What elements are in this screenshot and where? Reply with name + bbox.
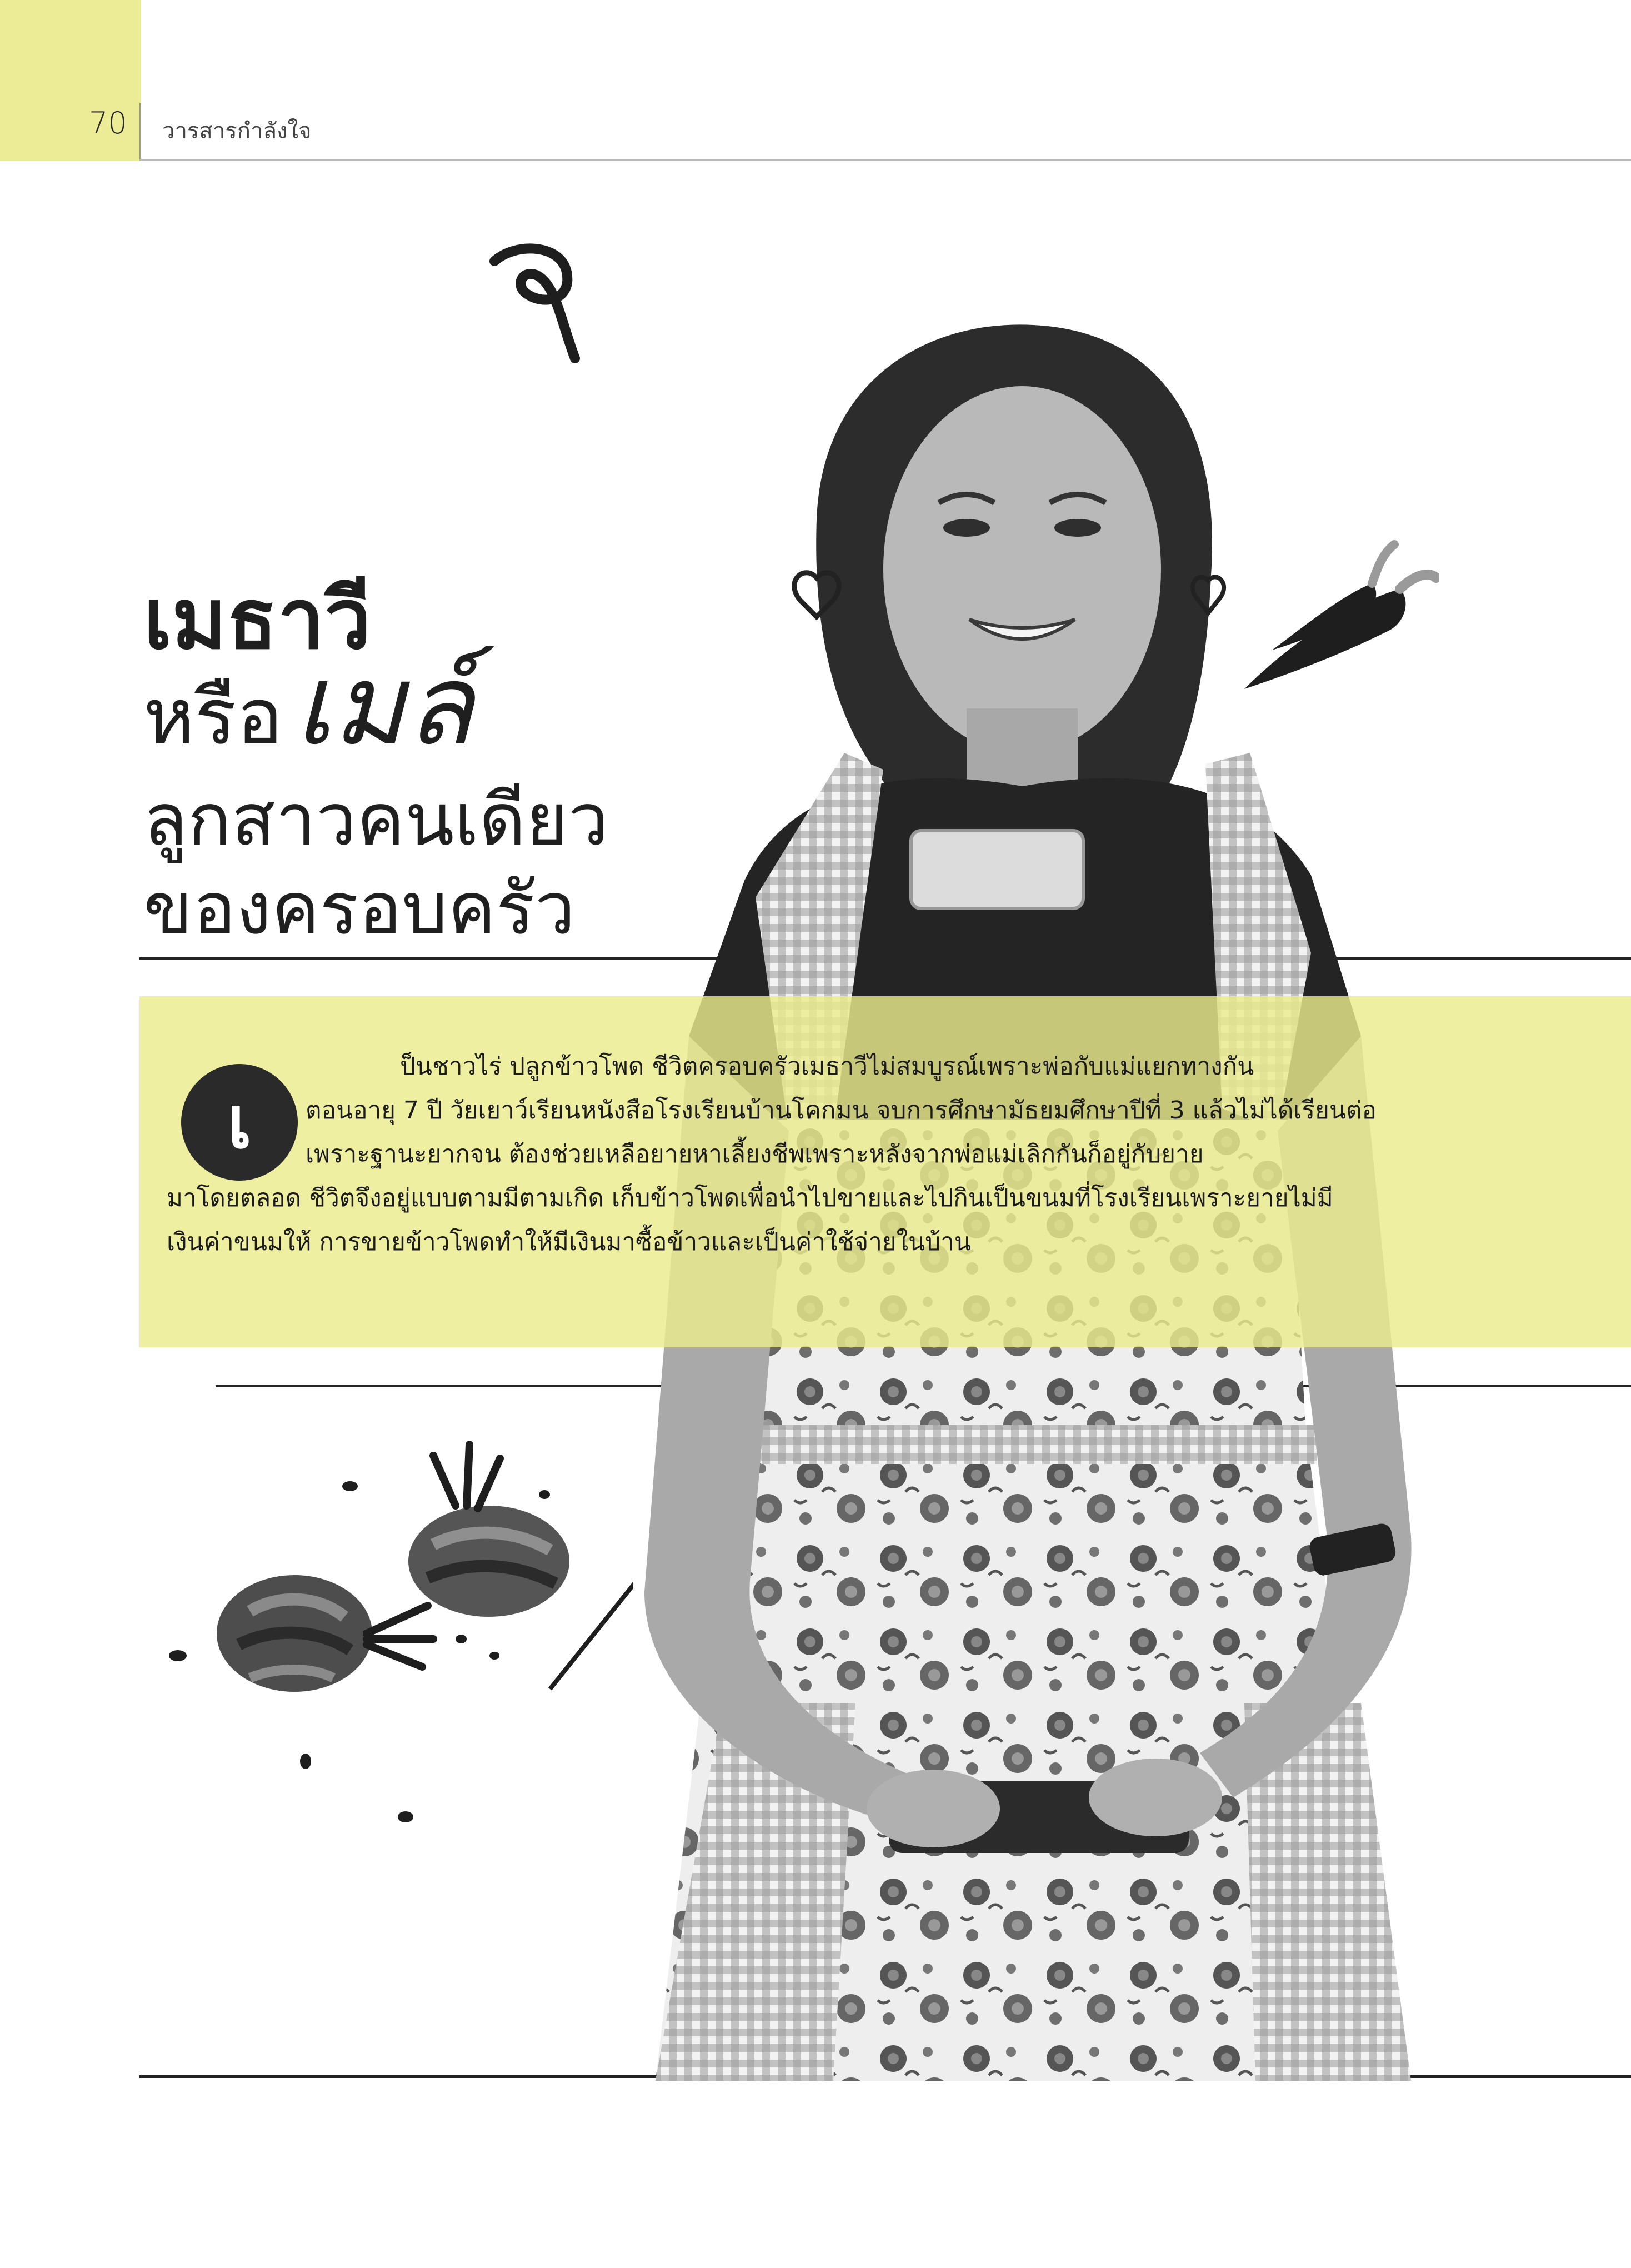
- page-number: 70: [89, 106, 127, 141]
- title-line-4: ของครอบครัว: [143, 866, 576, 951]
- title-line-3: ลูกสาวคนเดียว: [143, 777, 609, 862]
- title-nickname: เมล์: [294, 641, 474, 770]
- header-separator: [139, 103, 141, 161]
- title-or-word: หรือ: [143, 672, 283, 762]
- intro-line-3: เพราะฐานะยากจน ต้องช่วยเหลือยายหาเลี้ยงชีพเพราะหลังจากพ่อแม่เลิกกันก็อยู่กับยาย: [306, 1140, 1204, 1168]
- shrimp-illustration-icon: [167, 1433, 633, 1845]
- header-rule: [139, 159, 1631, 161]
- title-name: เมธาวี: [143, 571, 372, 668]
- intro-line-2: ตอนอายุ 7 ปี วัยเยาว์เรียนหนังสือโรงเรียนบ้านโคกมน จบการศึกษามัธยมศึกษาปีที่ 3 แล้วไม่ได้เรียนต่อ: [306, 1096, 1377, 1125]
- intro-line-5: เงินค่าขนมให้ การขายข้าวโพดทำให้มีเงินมาซื้อข้าวและเป็นค่าใช้จ่ายในบ้าน: [167, 1228, 971, 1256]
- chili-illustration-icon: [1233, 539, 1439, 706]
- magazine-title: วารสารกำลังใจ: [162, 118, 312, 144]
- intro-paragraph: [167, 1045, 1377, 1264]
- drop-cap: เ: [181, 1064, 298, 1181]
- intro-line-1: ป็นชาวไร่ ปลูกข้าวโพด ชีวิตครอบครัวเมธาวีไม่สมบูรณ์เพราะพ่อกับแม่แยกทางกัน: [400, 1052, 1254, 1081]
- intro-line-4: มาโดยตลอด ชีวิตจึงอยู่แบบตามมีตามเกิด เก็บข้าวโพดเพื่อนำไปขายและไปกินเป็นขนมที่โรงเรียนเพราะยายไม่มี: [167, 1184, 1333, 1212]
- title-nickname-line: [143, 641, 474, 770]
- thai-letter-decoration-icon: [483, 239, 589, 367]
